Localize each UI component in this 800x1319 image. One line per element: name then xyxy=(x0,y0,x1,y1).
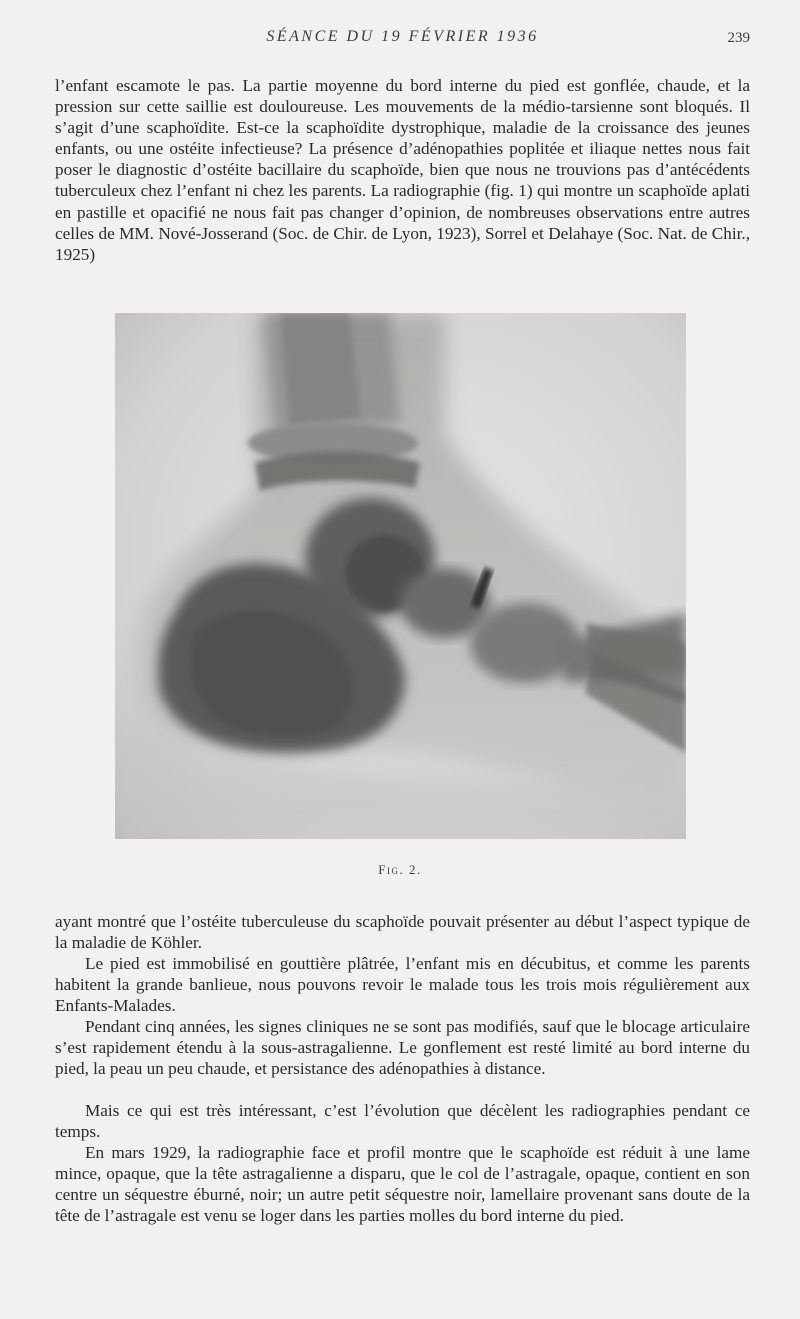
paragraph-2: ayant montré que l’ostéite tuberculeuse du scaphoïde pouvait présenter au début l’aspect typique de la maladie de Köhler. xyxy=(55,912,750,953)
page-number: 239 xyxy=(727,30,750,46)
paragraph-1: l’enfant escamote le pas. La partie moyenne du bord interne du pied est gonflée, chaude, et la pression sur cette saillie est douloureuse. Les mouvements de la médio-tarsienne sont bloqués. Il s’agit d’une scaphoïdite. Est-ce la scaphoïdite dystrophique, maladie de la croissance des jeunes enfants, ou une ostéite infectieuse? La présence d’adénopathies poplitée et iliaque nettes nous fait poser le diagnostic d’ostéite bacillaire du scaphoïde, bien que nous ne trouvions pas d’antécédents tuberculeux chez l’enfant ni chez les parents. La radiographie (fig. 1) qui montre un scaphoïde aplati en pastille et opacifié ne nous fait pas changer d’opinion, de nombreuses observations entre autres celles de MM. Nové-Josserand (Soc. de Chir. de Lyon, 1923), Sorrel et Delahaye (Soc. Nat. de Chir., 1925) xyxy=(55,76,750,264)
radiograph-image xyxy=(115,313,686,839)
running-title: SÉANCE DU 19 FÉVRIER 1936 xyxy=(266,28,539,45)
paragraph-5: Mais ce qui est très intéressant, c’est l’évolution que décèlent les radiographies pendant ce temps. xyxy=(55,1101,750,1142)
paragraph-3: Le pied est immobilisé en gouttière plâtrée, l’enfant mis en décubitus, et comme les parents habitent la grande banlieue, nous pouvons revoir le malade tous les trois mois régulièrement aux Enfants-Malades. xyxy=(55,954,750,1016)
running-head xyxy=(55,28,750,52)
paragraph-6: En mars 1929, la radiographie face et profil montre que le scaphoïde est réduit à une lame mince, opaque, que la tête astragalienne a disparu, que le col de l’astragale, opaque, contient en son centre un séquestre éburné, noir; un autre petit séquestre noir, lamellaire provenant sans doute de la tête de l’astragale est venu se loger dans les parties molles du bord interne du pied. xyxy=(55,1143,750,1226)
figure-caption: Fig. 2. xyxy=(378,862,422,877)
paragraph-4: Pendant cinq années, les signes cliniques ne se sont pas modifiés, sauf que le blocage articulaire s’est rapidement étendu à la sous-astragalienne. Le gonflement est resté limité au bord interne du pied, la peau un peu chaude, et persistance des adénopathies à distance. xyxy=(55,1017,750,1079)
radiograph-figure xyxy=(115,313,686,839)
